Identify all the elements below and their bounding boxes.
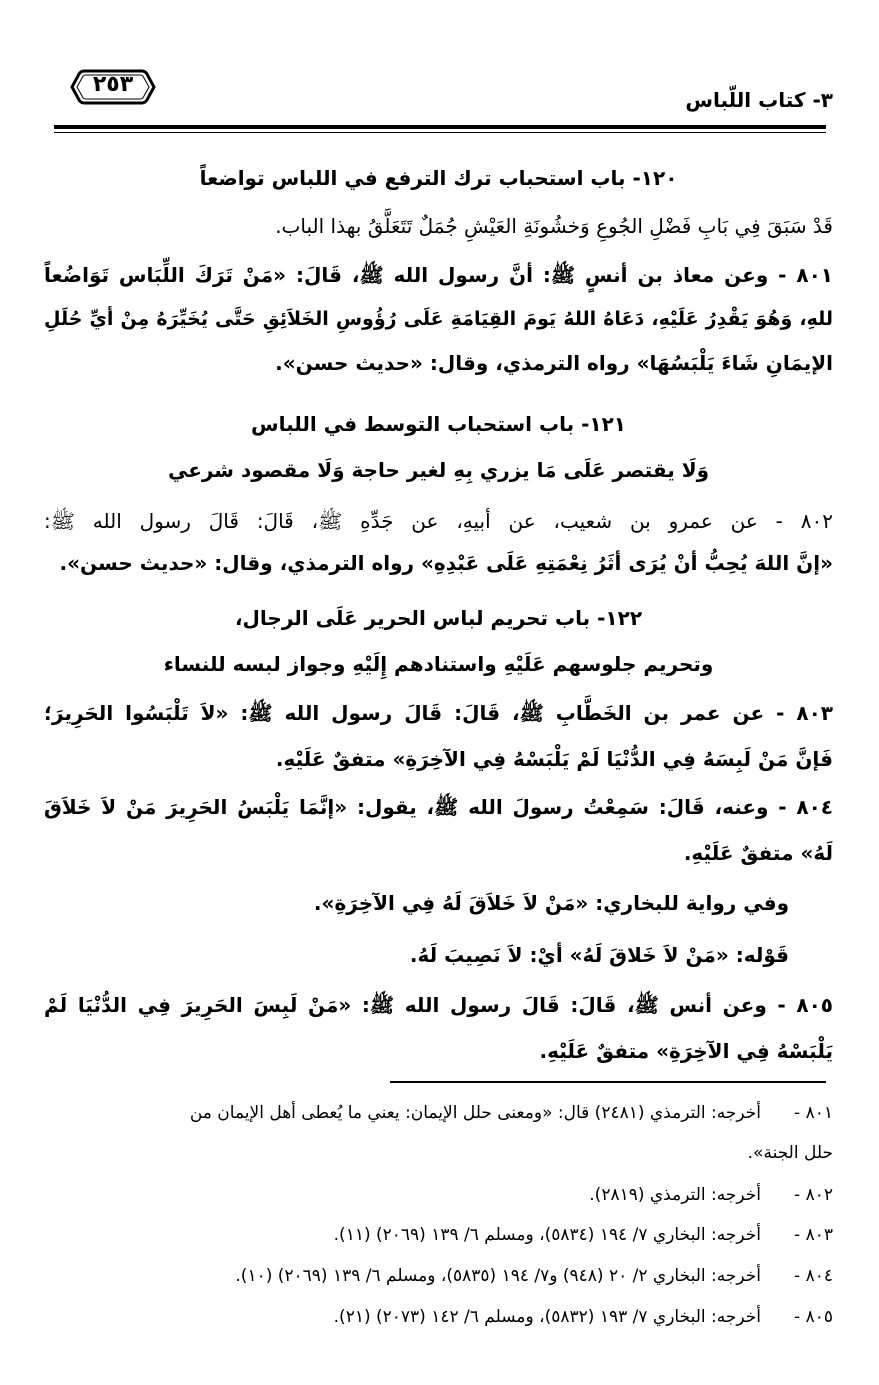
footnote-number: ٨٠١ - — [794, 1103, 833, 1123]
hadith-804-line-1: ٨٠٤ - وعنه، قَالَ: سَمِعْتُ رسولَ الله ﷺ، يقول: «إنَّمَا يَلْبَسُ الحَرِيرَ مَنْ لاَ خَلاَقَ — [44, 795, 833, 819]
footnote-801 — [40, 1100, 833, 1126]
chapter-subheading-122: وتحريم جلوسهم عَلَيْهِ واستنادهم إِلَيْهِ وجواز لبسه للنساء — [163, 652, 714, 676]
hadith-801-line-3: الإيمَانِ شَاءَ يَلْبَسُهَا» رواه الترمذي، وقال: «حديث حسن». — [275, 351, 833, 375]
footnote-number: ٨٠٤ - — [794, 1266, 833, 1286]
chapter-heading-121: ١٢١- باب استحباب التوسط في اللباس — [250, 412, 626, 436]
footnote-804 — [40, 1263, 833, 1289]
hadith-802-line-1: ٨٠٢ - عن عمرو بن شعيب، عن أبيهِ، عن جَدِّهِ ﷺ، قَالَ: قَالَ رسول الله ﷺ: — [44, 509, 833, 533]
footnote-number: ٨٠٥ - — [794, 1307, 833, 1327]
hadith-801-line-2: للهِ، وَهُوَ يَقْدِرُ عَلَيْهِ، دَعَاهُ اللهُ يَومَ القِيَامَةِ عَلَى رُؤُوسِ الخَلاَئِقِ حَتَّى يُخَيِّرَهُ مِنْ أيِّ حُلَلِ — [44, 308, 833, 330]
footnote-text: أخرجه: الترمذي (٢٨١٩). — [589, 1185, 761, 1205]
page-number-frame — [70, 68, 156, 106]
hadith-803-line-2: فَإنَّ مَنْ لَبِسَهُ فِي الدُّنْيَا لَمْ يَلْبَسْهُ فِي الآخِرَةِ» متفقٌ عَلَيْهِ. — [275, 747, 833, 771]
page-number: ٢٥٣ — [92, 72, 134, 97]
footnote-text: أخرجه: البخاري ٧/ ١٩٤ (٥٨٣٤)، ومسلم ٦/ ١٣٩ (٢٠٦٩) (١١). — [333, 1225, 761, 1245]
hadith-805-line-1: ٨٠٥ - وعن أنس ﷺ، قَالَ: قَالَ رسول الله ﷺ: «مَنْ لَبِسَ الحَرِيرَ فِي الدُّنْيَا لَمْ — [44, 993, 833, 1017]
running-head: ٣- كتاب اللّباس — [685, 88, 833, 112]
footnote-text: أخرجه: البخاري ٢/ ٢٠ (٩٤٨) و٧/ ١٩٤ (٥٨٣٥)، ومسلم ٦/ ١٣٩ (٢٠٦٩) (١٠). — [235, 1266, 761, 1286]
chapter-heading-122: ١٢٢- باب تحريم لباس الحرير عَلَى الرجال، — [234, 606, 643, 630]
hadith-801-line-1: ٨٠١ - وعن معاذ بن أنسٍ ﷺ: أنَّ رسول الله ﷺ، قَالَ: «مَنْ تَرَكَ اللِّبَاس تَوَاضُعاً — [44, 263, 833, 287]
hadith-805-line-2: يَلْبَسْهُ فِي الآخِرَةِ» متفقٌ عَلَيْهِ. — [539, 1039, 833, 1063]
footnote-805 — [40, 1304, 833, 1330]
chapter-note-120: قَدْ سَبَقَ فِي بَابِ فَضْلِ الجُوعِ وَخشُونَةِ العَيْشِ جُمَلٌ تَتَعَلَّقُ بهذا الباب. — [275, 214, 833, 238]
hadith-802-line-2: «إنَّ اللهَ يُحِبُّ أنْ يُرَى أثَرُ نِعْمَتِهِ عَلَى عَبْدِهِ» رواه الترمذي، وقال: «حديث حسن». — [59, 551, 833, 575]
hadith-804-line-2: لَهُ» متفقٌ عَلَيْهِ. — [683, 841, 833, 865]
footnote-text: أخرجه: البخاري ٧/ ١٩٣ (٥٨٣٢)، ومسلم ٦/ ١٤٢ (٢٠٧٣) (٢١). — [333, 1307, 761, 1327]
word-explanation: قَوْله: «مَنْ لاَ خَلاقَ لَهُ» أيْ: لاَ نَصِيبَ لَهُ. — [409, 943, 789, 967]
footnote-number: ٨٠٢ - — [794, 1185, 833, 1205]
footnote-text: أخرجه: الترمذي (٢٤٨١) قال: «ومعنى حلل الإيمان: يعني ما يُعطى أهل الإيمان من — [189, 1103, 761, 1123]
footnote-803 — [40, 1222, 833, 1248]
footnote-number: ٨٠٣ - — [794, 1225, 833, 1245]
chapter-subheading-121: وَلَا يقتصر عَلَى مَا يزري بِهِ لغير حاجة وَلَا مقصود شرعي — [167, 458, 710, 482]
footnote-rule — [390, 1081, 826, 1083]
chapter-heading-120: ١٢٠- باب استحباب ترك الترفع في اللباس تواضعاً — [199, 166, 678, 190]
footnote-802 — [40, 1182, 833, 1208]
footnote-801-continuation: حلل الجنة». — [747, 1143, 833, 1163]
hadith-803-line-1: ٨٠٣ - عن عمر بن الخَطَّابِ ﷺ، قَالَ: قَالَ رسول الله ﷺ: «لاَ تَلْبَسُوا الحَرِيرَ؛ — [44, 701, 833, 725]
bukhari-narration: وفي رواية للبخاري: «مَنْ لاَ خَلاَقَ لَهُ فِي الآخِرَةِ». — [313, 891, 789, 915]
header-rule — [54, 125, 826, 129]
